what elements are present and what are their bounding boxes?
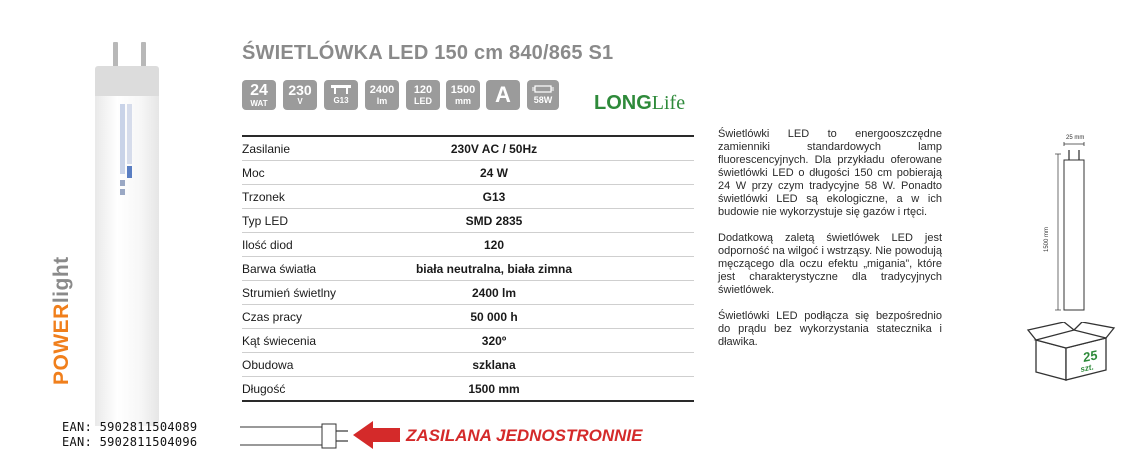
spec-value: 120	[483, 238, 505, 252]
badge-socket: G13	[324, 80, 358, 110]
spec-label: Strumień świetlny	[242, 286, 337, 300]
package-unit: szt.	[1079, 362, 1095, 374]
spec-row	[242, 377, 694, 402]
tube-cap	[95, 66, 159, 96]
spec-label: Kąt świecenia	[242, 334, 317, 348]
spec-row	[242, 135, 694, 161]
spec-label: Moc	[242, 166, 265, 180]
package-box-icon	[1026, 322, 1116, 382]
spec-value: 230V AC / 50Hz	[450, 142, 538, 156]
tube-glass	[95, 96, 159, 426]
badge-equivalent: 58W	[527, 80, 559, 110]
spec-label: Czas pracy	[242, 310, 303, 324]
description-paragraph: Świetlówki LED podłącza się bezpośrednio do prądu bez wykorzystania statecznika i dławika.	[718, 310, 942, 348]
spec-value: biała neutralna, biała zimna	[415, 262, 573, 276]
badge-voltage: 230 V	[283, 80, 317, 110]
spec-row	[242, 281, 694, 305]
badge-power: 24 WAT	[242, 80, 276, 110]
tube-image	[72, 38, 192, 418]
dimension-drawing	[1050, 140, 1100, 315]
spec-value: SMD 2835	[465, 214, 523, 228]
description-paragraph: Dodatkową zaletą świetlówek LED jest odporność na wilgoć i wstrząsy. Nie powodują męczącego dla oczu efektu „migania”, które jest charakterystyczne dla tradycyjnych świetlówek.	[718, 232, 942, 296]
spec-table	[242, 135, 694, 402]
product-title: ŚWIETLÓWKA LED 150 cm 840/865 S1	[242, 42, 614, 64]
ean-code: EAN: 5902811504089	[62, 420, 198, 434]
spec-value: 1500 mm	[468, 382, 520, 396]
spec-label: Typ LED	[242, 214, 289, 228]
product-description	[718, 128, 942, 362]
badge-energy-class: A	[486, 80, 520, 110]
socket-icon	[330, 84, 352, 94]
dimension-length: 1500 mm	[1044, 226, 1050, 252]
spec-label: Obudowa	[242, 358, 294, 372]
dimension-width: 25 mm	[1066, 135, 1085, 141]
spec-label: Długość	[242, 382, 286, 396]
tube-pin	[113, 42, 118, 68]
spec-value: szklana	[472, 358, 516, 372]
spec-label: Trzonek	[242, 190, 285, 204]
brand-part-power: POWER	[50, 303, 73, 385]
spec-row	[242, 185, 694, 209]
tube-equivalent-icon	[532, 84, 554, 94]
spec-value: 50 000 h	[470, 310, 518, 324]
spec-row	[242, 233, 694, 257]
ean-code: EAN: 5902811504096	[62, 435, 198, 449]
power-note: ZASILANA JEDNOSTRONNIE	[406, 426, 643, 445]
spec-row	[242, 353, 694, 377]
arrow-icon	[353, 421, 373, 449]
spec-value: 320º	[481, 334, 507, 348]
arrow-shaft	[372, 428, 400, 442]
spec-label: Zasilanie	[242, 142, 291, 156]
spec-value: 2400 lm	[471, 286, 517, 300]
spec-label: Ilość diod	[242, 238, 293, 252]
spec-row	[242, 329, 694, 353]
spec-value: 24 W	[479, 166, 508, 180]
spec-row	[242, 305, 694, 329]
badge-lumens: 2400 lm	[365, 80, 399, 110]
longlife-logo: LONGLife	[594, 92, 686, 114]
spec-value: G13	[482, 190, 506, 204]
tube-print	[117, 104, 135, 200]
brand-logo	[50, 256, 74, 385]
tube-pin	[141, 42, 146, 68]
description-paragraph: Świetlówki LED to energooszczędne zamienniki standardowych lamp fluorescencyjnych. Dla przykładu oferowane świetlówki LED o długości 150 cm pobierają 24 W przy czym tradycyjne 58 W. Ponadto świetlówki LED są ekologiczne, a w ich budowie nie wykorzystuje się gazów i rtęci.	[718, 128, 942, 218]
badge-length: 1500 mm	[446, 80, 480, 110]
spec-row	[242, 209, 694, 233]
tube-wiring-diagram	[240, 418, 354, 454]
package-count: 25	[1081, 347, 1099, 365]
badge-led-count: 120 LED	[406, 80, 440, 110]
spec-row	[242, 161, 694, 185]
brand-part-light: light	[50, 256, 73, 304]
spec-row	[242, 257, 694, 281]
spec-label: Barwa światła	[242, 262, 317, 276]
